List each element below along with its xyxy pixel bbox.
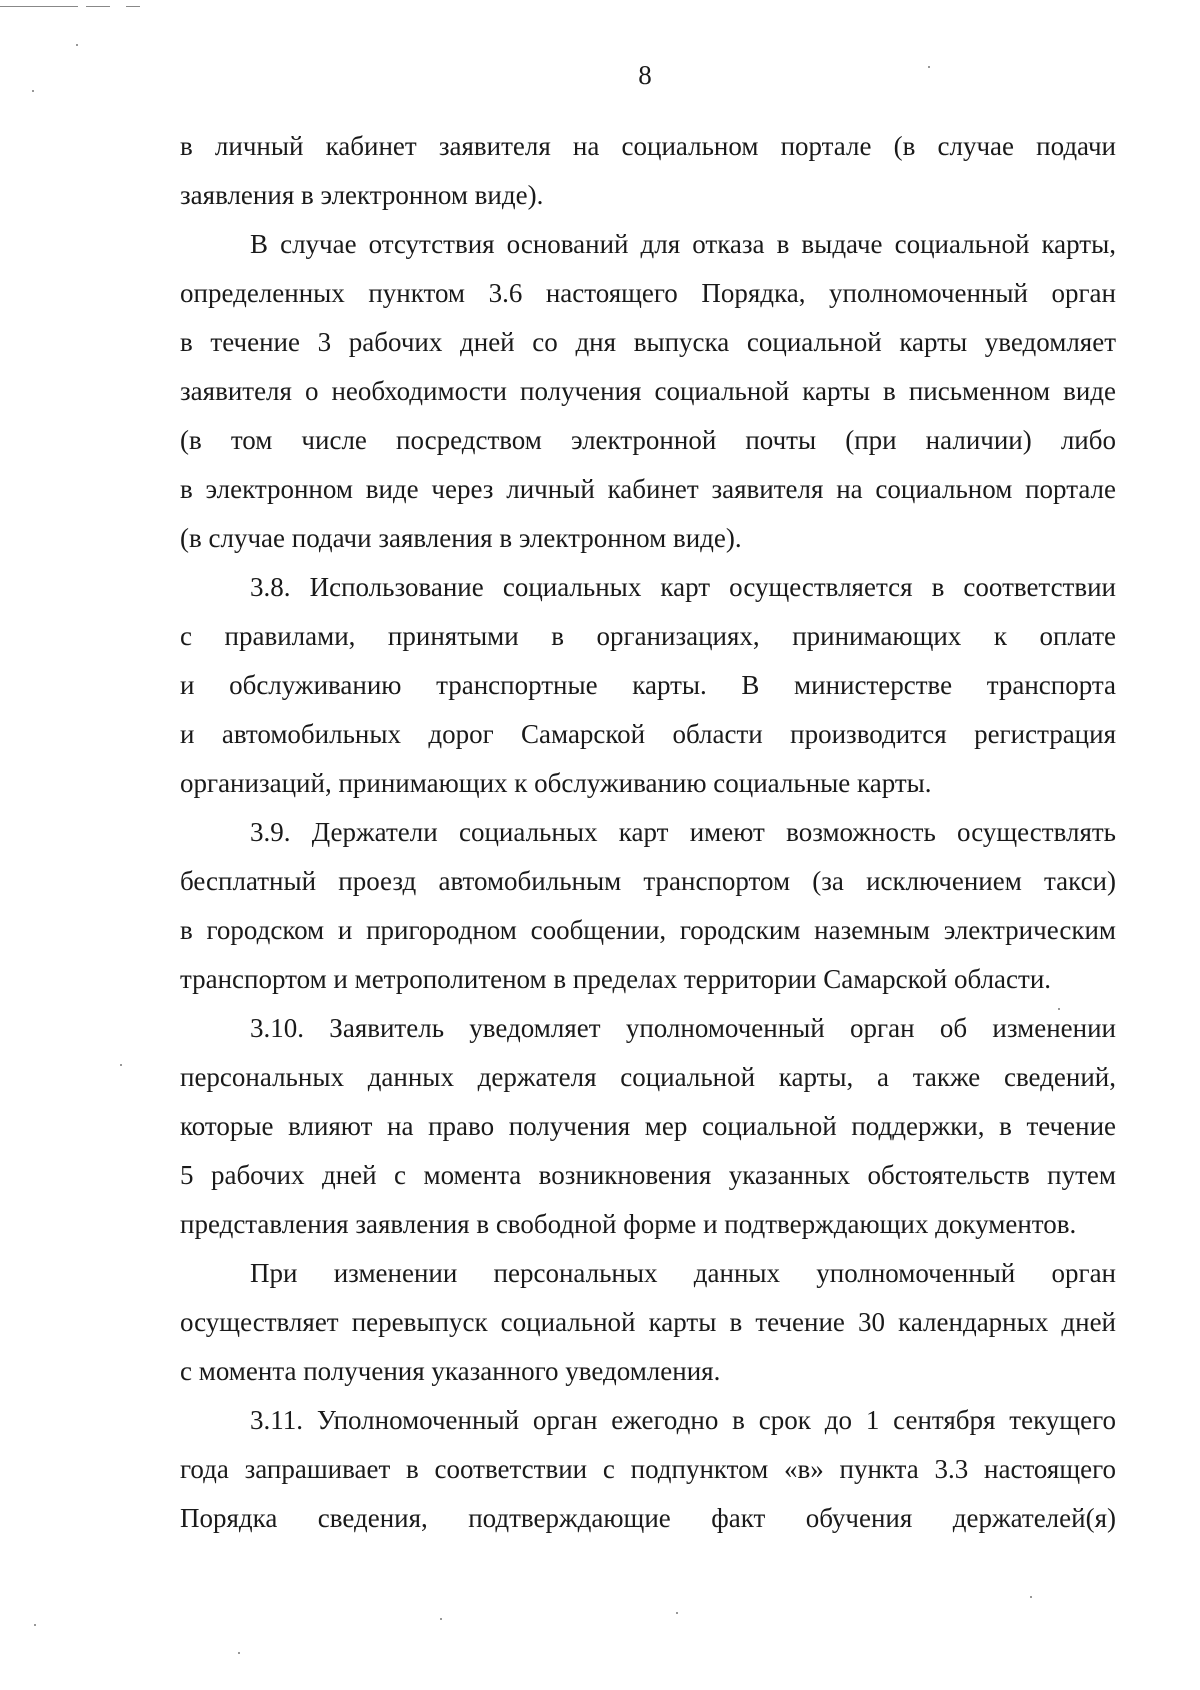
scan-speck xyxy=(676,1612,678,1614)
text-line: 3.10. Заявитель уведомляет уполномоченный орган об изменении xyxy=(250,1013,1116,1043)
paragraph xyxy=(180,563,1116,808)
text-line: и автомобильных дорог Самарской области производится регистрация xyxy=(180,719,1116,749)
scan-artifact-line xyxy=(86,6,110,7)
text-line: осуществляет перевыпуск социальной карты в течение 30 календарных дней xyxy=(180,1307,1116,1337)
paragraph xyxy=(180,1396,1116,1543)
text-line: заявления в электронном виде). xyxy=(180,180,544,210)
text-line: (в случае подачи заявления в электронном виде). xyxy=(180,523,742,553)
document-body xyxy=(180,122,1116,1543)
paragraph xyxy=(180,1249,1116,1396)
scan-speck xyxy=(1030,1596,1032,1598)
text-line: в личный кабинет заявителя на социальном портале (в случае подачи xyxy=(180,131,1116,161)
text-line: 3.9. Держатели социальных карт имеют возможность осуществлять xyxy=(250,817,1116,847)
text-line: организаций, принимающих к обслуживанию социальные карты. xyxy=(180,768,932,798)
paragraph xyxy=(180,1004,1116,1249)
text-line: 3.11. Уполномоченный орган ежегодно в срок до 1 сентября текущего xyxy=(250,1405,1116,1435)
text-line: года запрашивает в соответствии с подпунктом «в» пункта 3.3 настоящего xyxy=(180,1454,1116,1484)
scan-speck xyxy=(120,1064,122,1066)
page-number: 8 xyxy=(638,60,652,90)
text-line: При изменении персональных данных уполномоченный орган xyxy=(250,1258,1116,1288)
text-line: (в том числе посредством электронной почты (при наличии) либо xyxy=(180,425,1116,455)
paragraph xyxy=(180,122,1116,220)
text-line: с момента получения указанного уведомления. xyxy=(180,1356,721,1386)
text-line: в городском и пригородном сообщении, городским наземным электрическим xyxy=(180,915,1116,945)
text-line: в электронном виде через личный кабинет заявителя на социальном портале xyxy=(180,474,1116,504)
paragraph xyxy=(180,808,1116,1004)
scan-artifact-line xyxy=(0,6,78,7)
scan-speck xyxy=(440,1618,442,1620)
text-line: которые влияют на право получения мер социальной поддержки, в течение xyxy=(180,1111,1116,1141)
text-line: В случае отсутствия оснований для отказа в выдаче социальной карты, xyxy=(250,229,1116,259)
text-line: в течение 3 рабочих дней со дня выпуска социальной карты уведомляет xyxy=(180,327,1116,357)
text-line: бесплатный проезд автомобильным транспортом (за исключением такси) xyxy=(180,866,1116,896)
text-line: Порядка сведения, подтверждающие факт обучения держателей(я) xyxy=(180,1503,1116,1533)
scan-speck xyxy=(34,1624,36,1626)
text-line: и обслуживанию транспортные карты. В министерстве транспорта xyxy=(180,670,1116,700)
text-line: 3.8. Использование социальных карт осуществляется в соответствии xyxy=(250,572,1116,602)
text-line: определенных пунктом 3.6 настоящего Порядка, уполномоченный орган xyxy=(180,278,1116,308)
text-line: представления заявления в свободной форме и подтверждающих документов. xyxy=(180,1209,1077,1239)
text-line: с правилами, принятыми в организациях, принимающих к оплате xyxy=(180,621,1116,651)
text-line: заявителя о необходимости получения социальной карты в письменном виде xyxy=(180,376,1116,406)
scan-speck xyxy=(76,44,78,46)
text-line: персональных данных держателя социальной карты, а также сведений, xyxy=(180,1062,1116,1092)
scan-artifact-line xyxy=(126,6,140,7)
paragraph xyxy=(180,220,1116,563)
scan-speck xyxy=(238,1652,240,1654)
text-line: 5 рабочих дней с момента возникновения указанных обстоятельств путем xyxy=(180,1160,1116,1190)
text-line: транспортом и метрополитеном в пределах территории Самарской области. xyxy=(180,964,1052,994)
